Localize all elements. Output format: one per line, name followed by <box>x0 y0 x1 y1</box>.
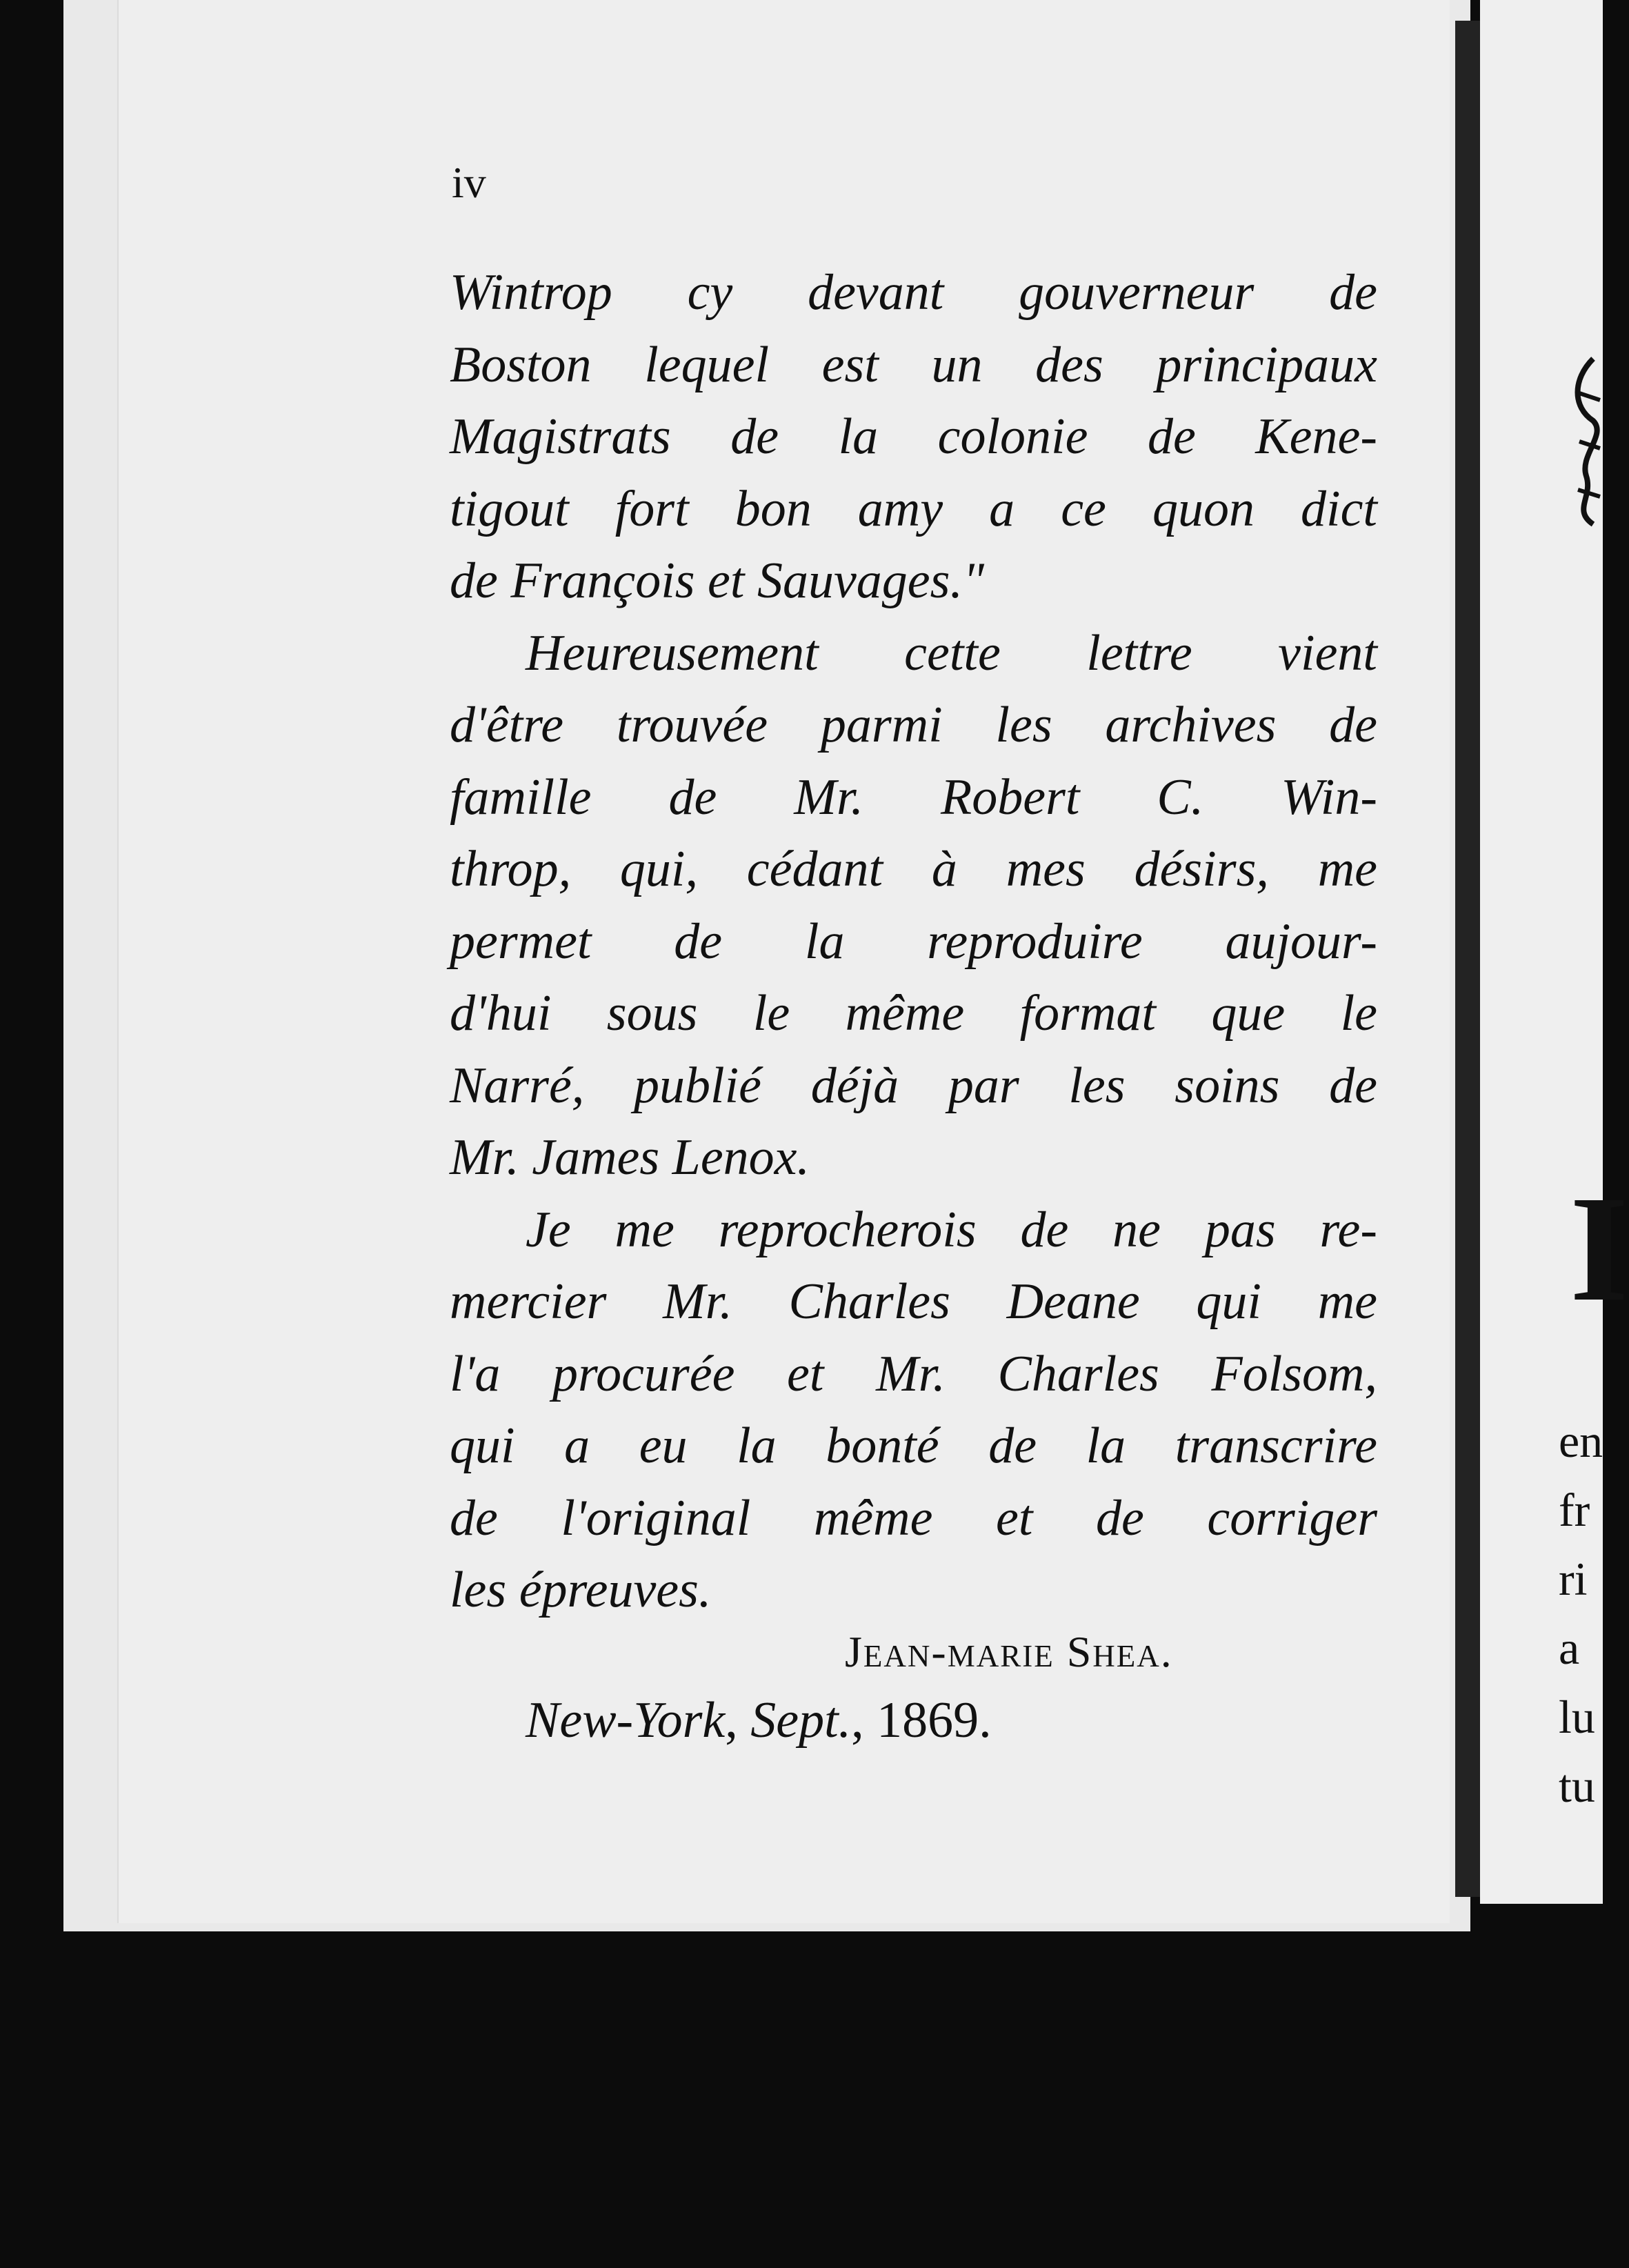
facing-page-fragment: fr <box>1559 1484 1590 1536</box>
text-line: de l'original même et de corriger <box>450 1489 1377 1546</box>
dateline: New-York, Sept., 1869. <box>526 1692 992 1749</box>
text-line: Mr. James Lenox. <box>450 1129 810 1186</box>
text-line: Narré, publié déjà par les soins de <box>450 1057 1377 1114</box>
text-line: tigout fort bon amy a ce quon dict <box>450 480 1377 537</box>
text-line: les épreuves. <box>450 1562 712 1618</box>
facing-page <box>1480 0 1603 1904</box>
facing-page-initial: I <box>1570 1164 1629 1333</box>
body-text <box>450 257 1377 1627</box>
text-line: qui a eu la bonté de la transcrire <box>450 1418 1377 1474</box>
text-line: Boston lequel est un des principaux <box>450 336 1377 393</box>
text-line: l'a procurée et Mr. Charles Folsom, <box>450 1345 1377 1402</box>
page-number: iv <box>452 158 486 207</box>
facing-page-fragment: ri <box>1559 1553 1588 1605</box>
text-line: de François et Sauvages." <box>450 553 985 609</box>
facing-page-fragment: a <box>1559 1622 1580 1674</box>
text-line: throp, qui, cédant à mes désirs, me <box>450 841 1377 897</box>
text-line: Magistrats de la colonie de Kene- <box>450 408 1377 465</box>
book-gutter <box>1455 21 1480 1897</box>
date-place: New-York <box>526 1692 726 1749</box>
author-signature: Jean-marie Shea. <box>845 1627 1173 1676</box>
text-line: d'être trouvée parmi les archives de <box>450 697 1377 753</box>
date-year: 1869. <box>877 1692 992 1749</box>
text-line: d'hui sous le même format que le <box>450 985 1377 1042</box>
text-line: Je me reprocherois de ne pas re- <box>526 1201 1377 1258</box>
text-line: Heureusement cette lettre vient <box>526 624 1377 682</box>
text-line: mercier Mr. Charles Deane qui me <box>450 1273 1377 1330</box>
facing-page-fragment: tu <box>1559 1760 1595 1812</box>
text-line: famille de Mr. Robert C. Win- <box>450 768 1377 826</box>
ornament-icon <box>1566 352 1607 531</box>
text-line: permet de la reproduire aujour- <box>450 913 1377 970</box>
date-month: Sept. <box>750 1692 852 1749</box>
facing-page-fragment: en <box>1559 1415 1603 1467</box>
facing-page-fragment: lu <box>1559 1691 1595 1743</box>
text-line: Wintrop cy devant gouverneur de <box>450 264 1377 321</box>
